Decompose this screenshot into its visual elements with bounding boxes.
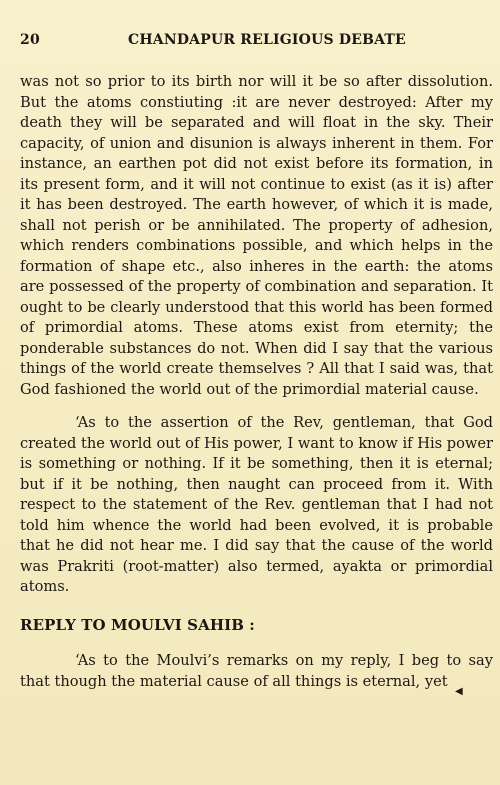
- body-paragraph: ‘As to the assertion of the Rev, gentleman, that God created the world out of His power, I want to know if His power is something or nothing. If it be something, then it is eternal; but if it be nothing, then naught can proceed from it. With respect to the statement of the Rev. gentleman that I had not told him whence the world had been evolved, it is probable that he did not hear me. I did say that the cause of the world was Prakriti (root-matter) also termed, ayakta or primordial atoms.: [20, 414, 493, 595]
- page-number: 20: [20, 32, 40, 48]
- running-title: CHANDAPUR RELIGIOUS DEBATE: [128, 32, 406, 48]
- body-paragraph: was not so prior to its birth nor will it be so after dissolution. But the atoms constiuting :it are never destroyed: After my death they will be separated and will float in the sky. Their capacity, of union and disunion is always inherent in them. For instance, an earthen pot did not exist before its formation, in its present form, and it will not continue to exist (as it is) after it has been destroyed. The earth however, of which it is made, shall not perish or be annihilated. The property of adhesion, which renders combinations possible, and which helps in the formation of shape etc., also inheres in the earth: the atoms are possessed of the property of combination and separation. It ought to be clearly understood that this world has been formed of primordial atoms. These atoms exist from eternity; the ponderable substances do not. When did I say that the various things of the world create themselves ? All that I said was, that God fashioned the world out of the primordial material cause.: [20, 73, 493, 398]
- ink-mark: ◀: [455, 686, 463, 697]
- section-heading: REPLY TO MOULVI SAHIB :: [20, 615, 255, 634]
- body-paragraph: ‘As to the Moulvi’s remarks on my reply, I beg to say that though the material cause of all things is eternal, yet: [20, 652, 493, 690]
- page-header: [20, 32, 490, 52]
- page-body: [20, 72, 493, 692]
